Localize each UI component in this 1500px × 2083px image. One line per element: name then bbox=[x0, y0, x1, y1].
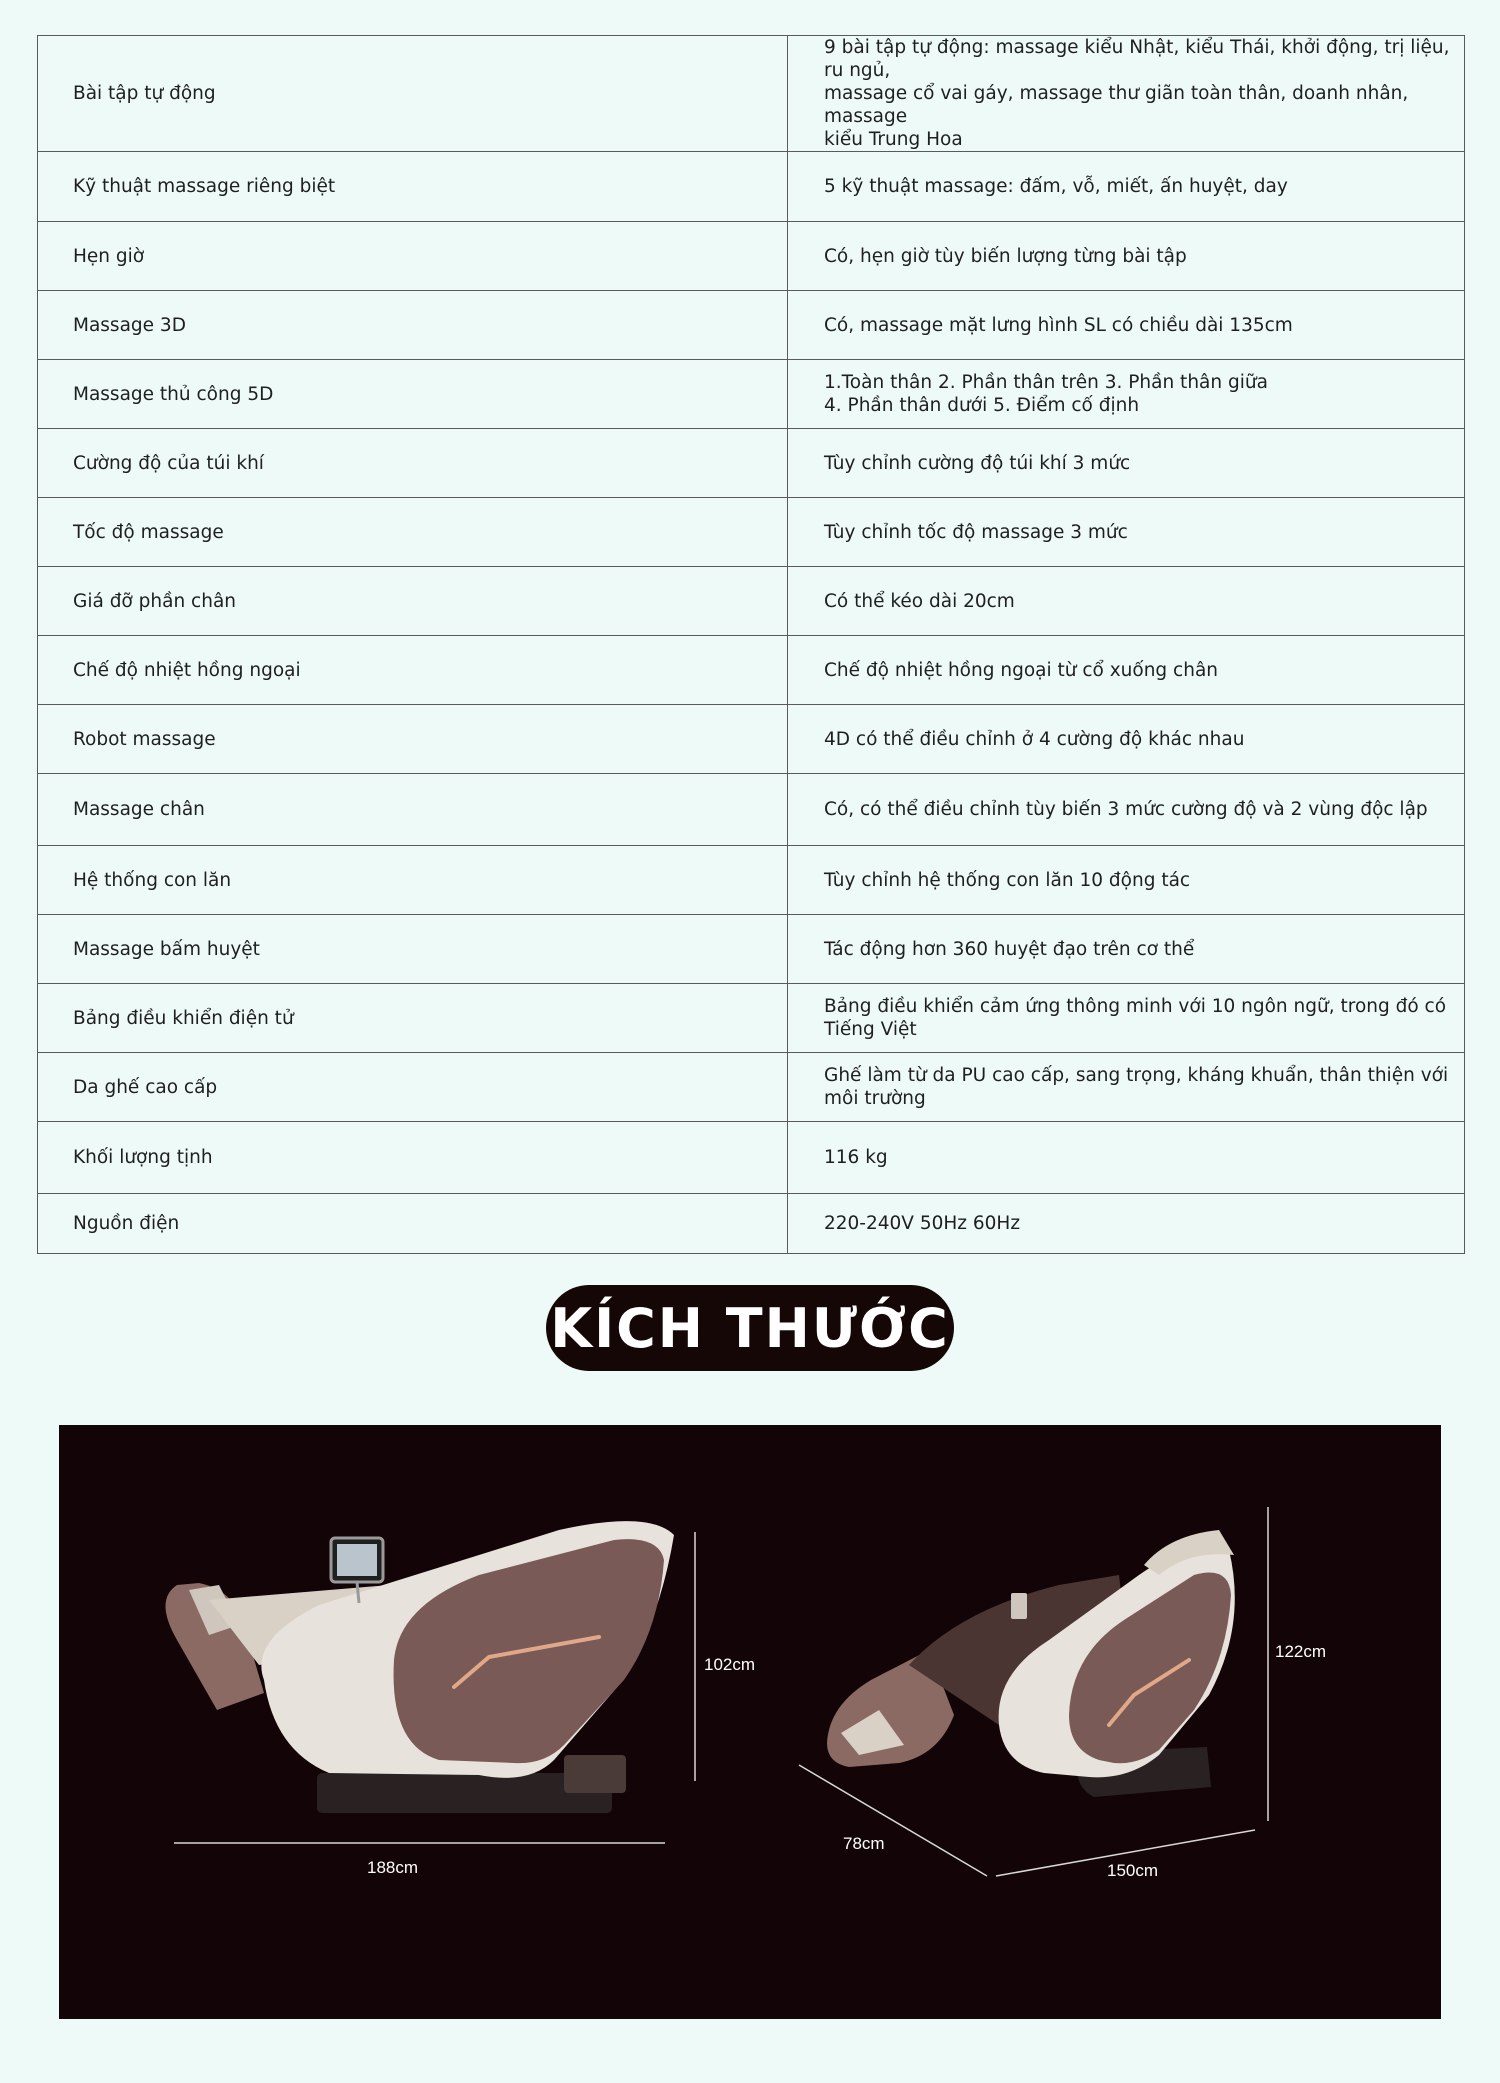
spec-value-line: 220-240V 50Hz 60Hz bbox=[824, 1213, 1021, 1234]
spec-value bbox=[788, 915, 1465, 984]
spec-row bbox=[38, 36, 1465, 152]
spec-row bbox=[38, 846, 1465, 915]
spec-row bbox=[38, 1053, 1465, 1122]
dimension-photo bbox=[59, 1425, 1441, 2019]
spec-value bbox=[788, 1122, 1465, 1194]
spec-value bbox=[788, 222, 1465, 291]
spec-value bbox=[788, 360, 1465, 429]
spec-row bbox=[38, 915, 1465, 984]
spec-row bbox=[38, 498, 1465, 567]
spec-value bbox=[788, 1194, 1465, 1254]
spec-value bbox=[788, 1053, 1465, 1122]
spec-value-line: Có, hẹn giờ tùy biến lượng từng bài tập bbox=[824, 245, 1187, 267]
spec-label: Tốc độ massage bbox=[38, 498, 788, 567]
side-chair-illustration bbox=[166, 1521, 675, 1813]
section-title: KÍCH THƯỚC bbox=[546, 1285, 954, 1371]
spec-label: Da ghế cao cấp bbox=[38, 1053, 788, 1122]
spec-value-line: Tùy chỉnh cường độ túi khí 3 mức bbox=[824, 452, 1131, 474]
spec-row bbox=[38, 152, 1465, 222]
spec-value bbox=[788, 36, 1465, 152]
spec-value-line: 4D có thể điều chỉnh ở 4 cường độ khác nhau bbox=[824, 728, 1245, 750]
spec-value bbox=[788, 705, 1465, 774]
spec-label: Nguồn điện bbox=[38, 1194, 788, 1254]
side-height-label: 102cm bbox=[704, 1655, 756, 1674]
spec-row bbox=[38, 567, 1465, 636]
angled-width-label: 150cm bbox=[1107, 1861, 1159, 1880]
spec-value bbox=[788, 984, 1465, 1053]
spec-value bbox=[788, 429, 1465, 498]
spec-value bbox=[788, 291, 1465, 360]
spec-label: Bảng điều khiển điện tử bbox=[38, 984, 788, 1053]
spec-label: Hệ thống con lăn bbox=[38, 846, 788, 915]
spec-value-line: 1.Toàn thân 2. Phần thân trên 3. Phần thân giữa bbox=[824, 372, 1268, 393]
spec-value-line: 116 kg bbox=[824, 1147, 888, 1168]
spec-row bbox=[38, 429, 1465, 498]
spec-table bbox=[37, 35, 1465, 1254]
spec-label: Cường độ của túi khí bbox=[38, 429, 788, 498]
spec-value bbox=[788, 846, 1465, 915]
spec-label: Hẹn giờ bbox=[38, 222, 788, 291]
spec-row bbox=[38, 291, 1465, 360]
section-title-wrap bbox=[0, 1285, 1500, 1371]
spec-row bbox=[38, 636, 1465, 705]
spec-value-line: Tác động hơn 360 huyệt đạo trên cơ thể bbox=[824, 938, 1195, 960]
spec-row bbox=[38, 774, 1465, 846]
spec-label: Kỹ thuật massage riêng biệt bbox=[38, 152, 788, 222]
spec-label: Bài tập tự động bbox=[38, 36, 788, 152]
spec-value-line: 4. Phần thân dưới 5. Điểm cố định bbox=[824, 395, 1140, 416]
spec-row bbox=[38, 1122, 1465, 1194]
spec-value-line: Tùy chỉnh hệ thống con lăn 10 động tác bbox=[824, 869, 1191, 891]
spec-value bbox=[788, 636, 1465, 705]
spec-value-line: Bảng điều khiển cảm ứng thông minh với 10 ngôn ngữ, trong đó có Tiếng Việt bbox=[824, 996, 1447, 1040]
spec-label: Khối lượng tịnh bbox=[38, 1122, 788, 1194]
spec-value-line: 5 kỹ thuật massage: đấm, vỗ, miết, ấn huyệt, day bbox=[824, 176, 1288, 197]
spec-label: Massage 3D bbox=[38, 291, 788, 360]
spec-label: Robot massage bbox=[38, 705, 788, 774]
spec-label: Massage thủ công 5D bbox=[38, 360, 788, 429]
spec-label: Chế độ nhiệt hồng ngoại bbox=[38, 636, 788, 705]
spec-label: Massage bấm huyệt bbox=[38, 915, 788, 984]
spec-value bbox=[788, 498, 1465, 567]
angled-depth-line bbox=[799, 1765, 987, 1876]
angled-chair-illustration bbox=[827, 1530, 1235, 1797]
side-length-label: 188cm bbox=[367, 1858, 419, 1877]
spec-row bbox=[38, 222, 1465, 291]
spec-value-line: Có, có thể điều chỉnh tùy biến 3 mức cường độ và 2 vùng độc lập bbox=[824, 799, 1428, 820]
spec-label: Massage chân bbox=[38, 774, 788, 846]
spec-row bbox=[38, 1194, 1465, 1254]
spec-value-line: massage cổ vai gáy, massage thư giãn toàn thân, doanh nhân, massage bbox=[824, 83, 1409, 127]
spec-value-line: 9 bài tập tự động: massage kiểu Nhật, kiểu Thái, khởi động, trị liệu, ru ngủ, bbox=[824, 37, 1450, 81]
spec-value bbox=[788, 774, 1465, 846]
spec-value-line: Chế độ nhiệt hồng ngoại từ cổ xuống chân bbox=[824, 659, 1219, 681]
spec-value bbox=[788, 567, 1465, 636]
spec-value-line: Tùy chỉnh tốc độ massage 3 mức bbox=[824, 521, 1128, 543]
spec-value-line: kiểu Trung Hoa bbox=[824, 129, 963, 150]
spec-row bbox=[38, 705, 1465, 774]
spec-row bbox=[38, 360, 1465, 429]
spec-label: Giá đỡ phần chân bbox=[38, 567, 788, 636]
spec-value bbox=[788, 152, 1465, 222]
angled-depth-label: 78cm bbox=[843, 1834, 885, 1853]
spec-value-line: Có thể kéo dài 20cm bbox=[824, 590, 1015, 612]
spec-value-line: Có, massage mặt lưng hình SL có chiều dài 135cm bbox=[824, 314, 1293, 336]
spec-row bbox=[38, 984, 1465, 1053]
spec-value-line: Ghế làm từ da PU cao cấp, sang trọng, kháng khuẩn, thân thiện với môi trường bbox=[824, 1065, 1449, 1109]
angled-height-label: 122cm bbox=[1275, 1642, 1327, 1661]
